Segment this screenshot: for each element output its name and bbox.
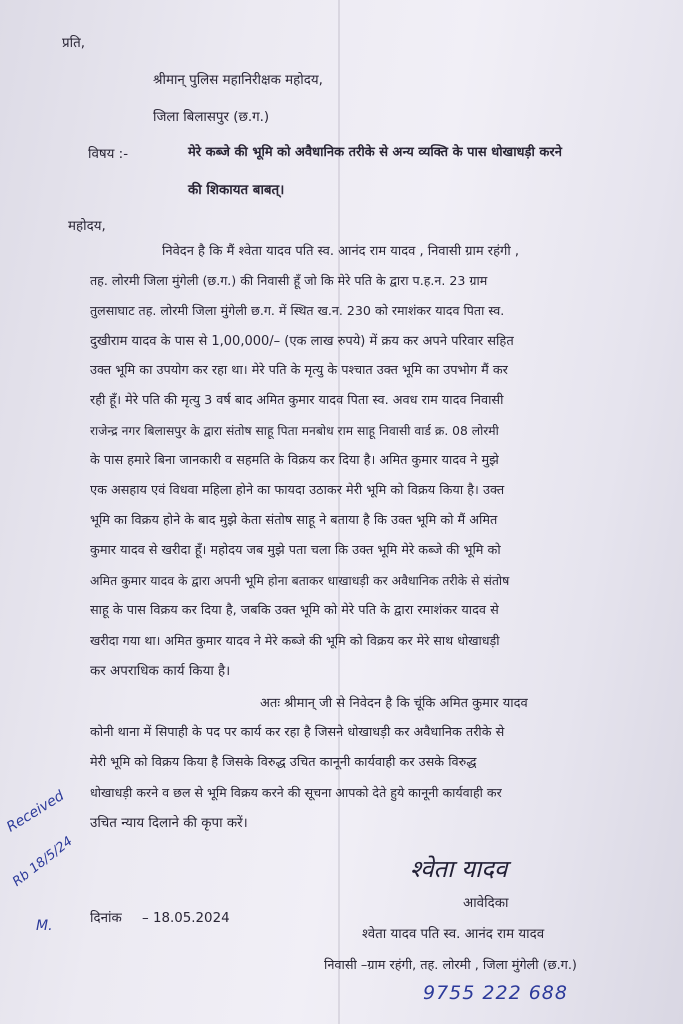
body-line: अमित कुमार यादव के द्वारा अपनी भूमि होना बताकर धाखाधड़ी कर अवैधानिक तरीके से संतोष: [90, 573, 510, 588]
body-line: उचित न्याय दिलाने की कृपा करें।: [90, 816, 248, 831]
recipient-line2: जिला बिलासपुर (छ.ग.): [153, 110, 270, 125]
date-label: दिनांक: [90, 911, 122, 926]
applicant-signature: श्वेता यादव: [410, 855, 508, 883]
applicant-address: निवासी –ग्राम रहंगी, तह. लोरमी , जिला मुंगेली (छ.ग.): [324, 958, 577, 973]
to-label: प्रति,: [62, 36, 85, 51]
date-value: – 18.05.2024: [142, 911, 230, 926]
handwritten-phone: 9755 222 688: [423, 982, 568, 1004]
received-initials: Rb 18/5/24: [10, 833, 76, 890]
applicant-label: आवेदिका: [463, 896, 509, 911]
body-line: उक्त भूमि का उपयोग कर रहा था। मेरे पति के मृत्यु के पश्चात उक्त भूमि का उपभोग मैं कर: [90, 363, 508, 378]
body-line: कर अपराधिक कार्य किया है।: [90, 664, 231, 679]
body-line: भूमि का विक्रय होने के बाद मुझे केता संतोष साहू ने बताया है कि उक्त भूमि को मैं अमित: [90, 513, 498, 528]
body-line: एक असहाय एवं विधवा महिला होने का फायदा उठाकर मेरी भूमि को विक्रय किया है। उक्त: [90, 483, 505, 498]
body-line: धोखाधड़ी करने व छल से भूमि विक्रय करने की सूचना आपको देते हुये कानूनी कार्यवाही कर: [90, 785, 502, 800]
subject-line1: मेरे कब्जे की भूमि को अवैधानिक तरीके से अन्य व्यक्ति के पास धोखाधड़ी करने: [188, 145, 562, 160]
subject-label: विषय :-: [88, 147, 129, 162]
body-line: निवेदन है कि मैं श्वेता यादव पति स्व. आनंद राम यादव , निवासी ग्राम रहंगी ,: [162, 244, 519, 259]
body-line: कुमार यादव से खरीदा हूँ। महोदय जब मुझे पता चला कि उक्त भूमि मेरे कब्जे की भूमि को: [90, 543, 501, 558]
recipient-line1: श्रीमान् पुलिस महानिरीक्षक महोदय,: [153, 73, 323, 88]
body-line: तह. लोरमी जिला मुंगेली (छ.ग.) की निवासी हूँ जो कि मेरे पति के द्वारा प.ह.न. 23 ग्राम: [90, 273, 488, 288]
salutation: महोदय,: [68, 219, 106, 234]
body-line: अतः श्रीमान् जी से निवेदन है कि चूंकि अमित कुमार यादव: [260, 696, 528, 711]
received-note: Received: [4, 787, 68, 836]
body-line: मेरी भूमि को विक्रय किया है जिसके विरुद्ध उचित कानूनी कार्यवाही कर उसके विरुद्ध: [90, 755, 477, 770]
body-line: राजेन्द्र नगर बिलासपुर के द्वारा संतोष साहू पिता मनबोध राम साहू निवासी वार्ड क्र. 08 लोरमी: [90, 424, 499, 438]
body-line: तुलसाघाट तह. लोरमी जिला मुंगेली छ.ग. में स्थित ख.न. 230 को रमाशंकर यादव पिता स्व.: [90, 303, 505, 318]
body-line: दुखीराम यादव के पास से 1,00,000/– (एक लाख रुपये) में क्रय कर अपने परिवार सहित: [90, 334, 514, 349]
applicant-name: श्वेता यादव पति स्व. आनंद राम यादव: [362, 927, 545, 942]
body-line: के पास हमारे बिना जानकारी व सहमति के विक्रय कर दिया है। अमित कुमार यादव ने मुझे: [90, 453, 499, 468]
body-line: रही हूँ। मेरे पति की मृत्यु 3 वर्ष बाद अमित कुमार यादव पिता स्व. अवध राम यादव निवासी: [90, 393, 504, 408]
subject-line2: की शिकायत बाबत्।: [188, 183, 285, 198]
margin-mark: M.: [36, 918, 53, 934]
body-line: साहू के पास विक्रय कर दिया है, जबकि उक्त भूमि को मेरे पति के द्वारा रमाशंकर यादव से: [90, 603, 499, 618]
body-line: खरीदा गया था। अमित कुमार यादव ने मेरे कब्जे की भूमि को विक्रय कर मेरे साथ धोखाधड़ी: [90, 633, 500, 648]
body-line: कोनी थाना में सिपाही के पद पर कार्य कर रहा है जिसने धोखाधड़ी कर अवैधानिक तरीके से: [90, 725, 505, 740]
